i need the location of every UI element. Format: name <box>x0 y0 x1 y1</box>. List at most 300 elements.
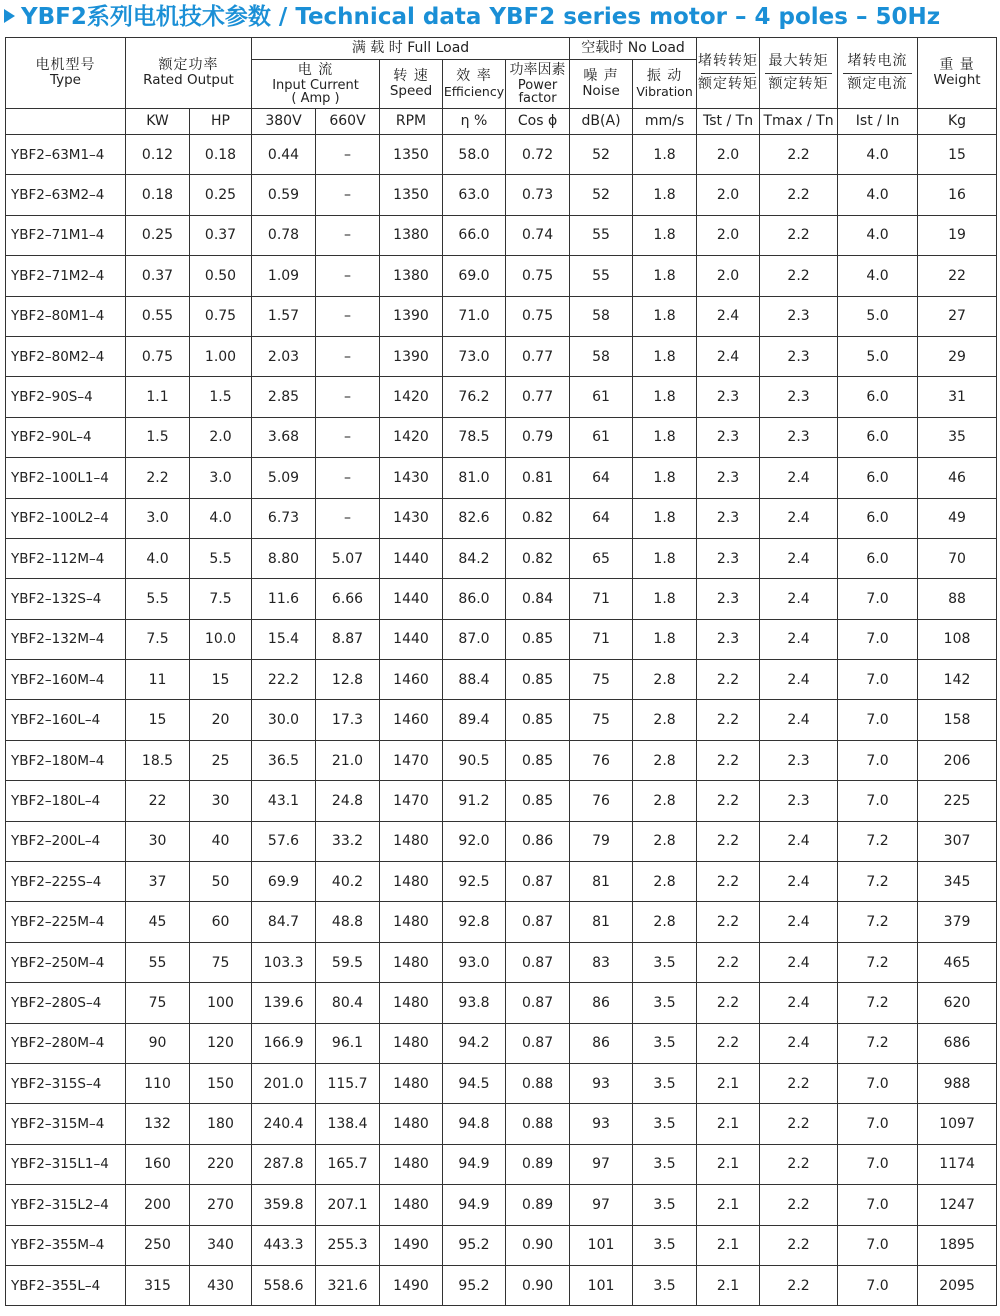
table-cell: 6.0 <box>838 538 918 578</box>
table-cell: 4.0 <box>190 498 252 538</box>
table-cell: 2.4 <box>760 498 838 538</box>
header-rated-en: Rated Output <box>143 72 234 89</box>
table-cell: 31 <box>918 377 997 417</box>
table-cell: 2.4 <box>760 700 838 740</box>
table-cell: 7.0 <box>838 1185 918 1225</box>
table-row <box>6 417 997 457</box>
table-cell: 2.1 <box>697 1144 760 1184</box>
table-cell: 0.85 <box>506 700 570 740</box>
table-cell: 2.4 <box>760 579 838 619</box>
unit-cell: dB(A) <box>570 109 633 135</box>
table-cell: 94.2 <box>443 1023 506 1063</box>
table-row <box>6 458 997 498</box>
table-cell: 0.87 <box>506 862 570 902</box>
table-cell: 1480 <box>380 1104 443 1144</box>
cell-type: YBF2–355L–4 <box>6 1265 126 1305</box>
table-cell: – <box>316 377 380 417</box>
table-cell: 6.0 <box>838 498 918 538</box>
table-cell: 3.5 <box>633 1104 697 1144</box>
table-cell: – <box>316 215 380 255</box>
table-cell: 1.09 <box>252 256 316 296</box>
table-cell: 2.4 <box>760 983 838 1023</box>
table-cell: 58 <box>570 296 633 336</box>
table-cell: 1480 <box>380 1023 443 1063</box>
cell-type: YBF2–71M2–4 <box>6 256 126 296</box>
table-cell: 465 <box>918 942 997 982</box>
table-cell: 270 <box>190 1185 252 1225</box>
table-cell: 2.2 <box>760 256 838 296</box>
table-cell: 1.5 <box>190 377 252 417</box>
table-cell: 46 <box>918 458 997 498</box>
table-cell: 95.2 <box>443 1265 506 1305</box>
table-cell: 250 <box>126 1225 190 1265</box>
table-cell: 2.2 <box>697 740 760 780</box>
table-cell: 40.2 <box>316 862 380 902</box>
table-cell: 0.87 <box>506 902 570 942</box>
table-cell: 2.2 <box>697 821 760 861</box>
table-row <box>6 498 997 538</box>
table-cell: 3.5 <box>633 1225 697 1265</box>
table-cell: 5.5 <box>190 538 252 578</box>
table-cell: 2.3 <box>760 336 838 376</box>
table-cell: 7.0 <box>838 1063 918 1103</box>
header-speed <box>380 60 443 109</box>
table-cell: 0.59 <box>252 175 316 215</box>
table-cell: 988 <box>918 1063 997 1103</box>
table-cell: 100 <box>190 983 252 1023</box>
table-cell: 3.5 <box>633 1144 697 1184</box>
table-cell: 75 <box>126 983 190 1023</box>
table-cell: 2.2 <box>697 1023 760 1063</box>
table-cell: 0.37 <box>190 215 252 255</box>
table-cell: 61 <box>570 417 633 457</box>
table-cell: 7.0 <box>838 700 918 740</box>
table-cell: 5.0 <box>838 296 918 336</box>
table-cell: 1.8 <box>633 377 697 417</box>
table-cell: 50 <box>190 862 252 902</box>
header-eff-zh: 效 率 <box>456 68 492 85</box>
table-cell: 1174 <box>918 1144 997 1184</box>
table-cell: 2.2 <box>760 1104 838 1144</box>
table-cell: 93.0 <box>443 942 506 982</box>
table-cell: 307 <box>918 821 997 861</box>
cell-type: YBF2–90L–4 <box>6 417 126 457</box>
table-cell: 87.0 <box>443 619 506 659</box>
table-cell: 36.5 <box>252 740 316 780</box>
header-power-factor <box>506 60 570 109</box>
table-cell: 8.87 <box>316 619 380 659</box>
table-cell: 200 <box>126 1185 190 1225</box>
table-row <box>6 619 997 659</box>
table-cell: 2.4 <box>760 458 838 498</box>
table-cell: 6.0 <box>838 458 918 498</box>
table-cell: 1.1 <box>126 377 190 417</box>
table-cell: 1480 <box>380 1185 443 1225</box>
table-cell: 88 <box>918 579 997 619</box>
table-cell: 0.85 <box>506 619 570 659</box>
header-rated-output <box>126 38 252 109</box>
table-cell: 0.78 <box>252 215 316 255</box>
page-title-text: YBF2系列电机技术参数 / Technical data YBF2 series motor – 4 poles – 50Hz <box>21 4 941 30</box>
table-cell: 2.3 <box>697 538 760 578</box>
table-cell: 220 <box>190 1144 252 1184</box>
cell-type: YBF2–225M–4 <box>6 902 126 942</box>
table-cell: 8.80 <box>252 538 316 578</box>
table-cell: 11.6 <box>252 579 316 619</box>
table-cell: 2.3 <box>760 417 838 457</box>
table-cell: 1380 <box>380 215 443 255</box>
cell-type: YBF2–112M–4 <box>6 538 126 578</box>
table-cell: 43.1 <box>252 781 316 821</box>
table-cell: 0.85 <box>506 781 570 821</box>
cell-type: YBF2–90S–4 <box>6 377 126 417</box>
table-cell: 1480 <box>380 821 443 861</box>
table-cell: 287.8 <box>252 1144 316 1184</box>
table-cell: 2.2 <box>760 215 838 255</box>
table-cell: 158 <box>918 700 997 740</box>
table-cell: 1460 <box>380 700 443 740</box>
table-cell: 90.5 <box>443 740 506 780</box>
table-cell: 5.5 <box>126 579 190 619</box>
table-cell: 2.4 <box>760 619 838 659</box>
table-cell: 4.0 <box>838 215 918 255</box>
cell-type: YBF2–315L1–4 <box>6 1144 126 1184</box>
cell-type: YBF2–355M–4 <box>6 1225 126 1265</box>
table-cell: 15 <box>126 700 190 740</box>
header-current-en: Input Current <box>272 77 359 93</box>
table-cell: 64 <box>570 498 633 538</box>
unit-cell: HP <box>190 109 252 135</box>
table-cell: 139.6 <box>252 983 316 1023</box>
table-cell: 52 <box>570 135 633 175</box>
table-cell: 359.8 <box>252 1185 316 1225</box>
table-cell: 430 <box>190 1265 252 1305</box>
table-cell: – <box>316 417 380 457</box>
table-cell: 35 <box>918 417 997 457</box>
table-cell: 1480 <box>380 1144 443 1184</box>
table-cell: 2.1 <box>697 1104 760 1144</box>
table-cell: 3.5 <box>633 983 697 1023</box>
table-cell: 0.87 <box>506 1023 570 1063</box>
table-cell: 0.87 <box>506 942 570 982</box>
table-cell: 7.5 <box>190 579 252 619</box>
header-pf-en2: factor <box>518 90 557 106</box>
table-cell: 2.0 <box>697 256 760 296</box>
table-cell: 2.3 <box>697 458 760 498</box>
unit-cell: Tmax / Tn <box>760 109 838 135</box>
header-efficiency <box>443 60 506 109</box>
table-cell: 2.0 <box>697 175 760 215</box>
table-cell: 558.6 <box>252 1265 316 1305</box>
unit-cell: RPM <box>380 109 443 135</box>
header-locked-torque <box>697 38 760 109</box>
cell-type: YBF2–100L2–4 <box>6 498 126 538</box>
table-cell: 2.2 <box>697 781 760 821</box>
unit-cell-type <box>6 109 126 135</box>
table-cell: 379 <box>918 902 997 942</box>
header-current-amp: ( Amp ) <box>291 90 340 106</box>
unit-cell: 380V <box>252 109 316 135</box>
table-cell: 2.8 <box>633 821 697 861</box>
header-locked-current-bottom: 额定电流 <box>847 75 908 92</box>
table-cell: – <box>316 498 380 538</box>
table-row <box>6 377 997 417</box>
header-input-current <box>252 60 380 109</box>
table-cell: 0.74 <box>506 215 570 255</box>
table-cell: 7.0 <box>838 1144 918 1184</box>
table-cell: 240.4 <box>252 1104 316 1144</box>
table-cell: 345 <box>918 862 997 902</box>
unit-cell: 660V <box>316 109 380 135</box>
table-cell: 92.0 <box>443 821 506 861</box>
table-cell: 0.82 <box>506 538 570 578</box>
units-row <box>6 109 997 135</box>
table-cell: 0.44 <box>252 135 316 175</box>
table-cell: 2.2 <box>760 1265 838 1305</box>
table-cell: 22.2 <box>252 660 316 700</box>
table-cell: 71 <box>570 619 633 659</box>
table-cell: 2.03 <box>252 336 316 376</box>
table-cell: 2.2 <box>126 458 190 498</box>
unit-cell: Tst / Tn <box>697 109 760 135</box>
table-cell: 15.4 <box>252 619 316 659</box>
table-cell: 83 <box>570 942 633 982</box>
cell-type: YBF2–280S–4 <box>6 983 126 1023</box>
table-cell: 22 <box>918 256 997 296</box>
table-cell: 64 <box>570 458 633 498</box>
table-cell: 30 <box>126 821 190 861</box>
table-cell: 88.4 <box>443 660 506 700</box>
table-cell: 2.8 <box>633 700 697 740</box>
table-cell: 93 <box>570 1063 633 1103</box>
table-cell: 19 <box>918 215 997 255</box>
header-rated-zh: 额定功率 <box>158 56 219 73</box>
table-cell: 40 <box>190 821 252 861</box>
table-cell: 1895 <box>918 1225 997 1265</box>
header-locked-current-top: 堵转电流 <box>847 53 908 70</box>
table-cell: 59.5 <box>316 942 380 982</box>
header-speed-zh: 转 速 <box>393 67 429 84</box>
table-row <box>6 1225 997 1265</box>
table-cell: 65 <box>570 538 633 578</box>
table-row <box>6 700 997 740</box>
header-pf-zh: 功率因素 <box>509 62 566 79</box>
table-cell: 1350 <box>380 135 443 175</box>
table-cell: 4.0 <box>838 175 918 215</box>
table-cell: 2.1 <box>697 1225 760 1265</box>
cell-type: YBF2–160M–4 <box>6 660 126 700</box>
table-cell: 84.7 <box>252 902 316 942</box>
table-cell: 2.8 <box>633 862 697 902</box>
table-cell: 21.0 <box>316 740 380 780</box>
table-cell: 1480 <box>380 942 443 982</box>
table-cell: 3.5 <box>633 1023 697 1063</box>
table-row <box>6 740 997 780</box>
table-cell: 5.0 <box>838 336 918 376</box>
table-cell: 2.2 <box>760 135 838 175</box>
table-cell: 1097 <box>918 1104 997 1144</box>
table-cell: 80.4 <box>316 983 380 1023</box>
header-max-torque-bottom: 额定转矩 <box>768 75 829 92</box>
header-locked-torque-bottom: 额定转矩 <box>698 75 759 92</box>
table-cell: 1490 <box>380 1265 443 1305</box>
table-row <box>6 579 997 619</box>
table-cell: 1430 <box>380 458 443 498</box>
technical-data-table <box>5 37 997 1306</box>
table-cell: 1.8 <box>633 256 697 296</box>
table-cell: 75 <box>190 942 252 982</box>
table-cell: 108 <box>918 619 997 659</box>
table-cell: 6.66 <box>316 579 380 619</box>
header-type-zh: 电机型号 <box>35 56 96 73</box>
header-type-en: Type <box>49 72 81 89</box>
table-cell: 7.0 <box>838 579 918 619</box>
table-row <box>6 862 997 902</box>
table-cell: 150 <box>190 1063 252 1103</box>
table-cell: 7.0 <box>838 740 918 780</box>
table-cell: 0.89 <box>506 1144 570 1184</box>
header-max-torque-top: 最大转矩 <box>768 53 829 70</box>
table-cell: 0.81 <box>506 458 570 498</box>
table-cell: 620 <box>918 983 997 1023</box>
table-cell: 2.2 <box>760 1144 838 1184</box>
table-cell: 1480 <box>380 1063 443 1103</box>
unit-cell: mm/s <box>633 109 697 135</box>
table-cell: 340 <box>190 1225 252 1265</box>
table-cell: 48.8 <box>316 902 380 942</box>
table-cell: 1420 <box>380 417 443 457</box>
table-cell: 0.84 <box>506 579 570 619</box>
table-cell: 82.6 <box>443 498 506 538</box>
header-weight-en: Weight <box>933 72 981 89</box>
table-cell: 1420 <box>380 377 443 417</box>
table-cell: 58 <box>570 336 633 376</box>
table-cell: 165.7 <box>316 1144 380 1184</box>
cell-type: YBF2–225S–4 <box>6 862 126 902</box>
table-cell: 6.0 <box>838 377 918 417</box>
table-cell: 15 <box>190 660 252 700</box>
table-cell: 2.4 <box>760 538 838 578</box>
table-cell: 1380 <box>380 256 443 296</box>
table-cell: 76 <box>570 740 633 780</box>
table-cell: 70 <box>918 538 997 578</box>
table-cell: 7.2 <box>838 983 918 1023</box>
table-cell: 79 <box>570 821 633 861</box>
table-cell: 101 <box>570 1265 633 1305</box>
table-cell: 2.3 <box>697 498 760 538</box>
table-cell: 95.2 <box>443 1225 506 1265</box>
table-row <box>6 942 997 982</box>
page-title <box>4 0 940 34</box>
header-speed-en: Speed <box>389 83 433 100</box>
header-noise <box>570 60 633 109</box>
cell-type: YBF2–315S–4 <box>6 1063 126 1103</box>
table-row <box>6 1144 997 1184</box>
table-cell: 686 <box>918 1023 997 1063</box>
table-cell: 3.0 <box>126 498 190 538</box>
table-cell: 7.2 <box>838 1023 918 1063</box>
table-cell: 1490 <box>380 1225 443 1265</box>
table-cell: 2.3 <box>760 296 838 336</box>
table-cell: 69.9 <box>252 862 316 902</box>
table-row <box>6 821 997 861</box>
table-header <box>6 38 997 135</box>
table-cell: 15 <box>918 135 997 175</box>
table-cell: 138.4 <box>316 1104 380 1144</box>
table-cell: 6.0 <box>838 417 918 457</box>
table-row <box>6 175 997 215</box>
table-cell: 315 <box>126 1265 190 1305</box>
table-cell: 22 <box>126 781 190 821</box>
table-cell: 0.72 <box>506 135 570 175</box>
table-row <box>6 1185 997 1225</box>
table-cell: 2.85 <box>252 377 316 417</box>
table-cell: 0.50 <box>190 256 252 296</box>
table-cell: 2.3 <box>697 619 760 659</box>
table-cell: 2.4 <box>760 821 838 861</box>
table-cell: 1470 <box>380 781 443 821</box>
table-cell: 49 <box>918 498 997 538</box>
header-vibration <box>633 60 697 109</box>
table-cell: 37 <box>126 862 190 902</box>
divider <box>765 73 833 74</box>
table-row <box>6 296 997 336</box>
table-cell: 1440 <box>380 538 443 578</box>
table-cell: 12.8 <box>316 660 380 700</box>
table-cell: 0.37 <box>126 256 190 296</box>
table-cell: 1430 <box>380 498 443 538</box>
table-cell: 1.8 <box>633 579 697 619</box>
table-cell: 86 <box>570 983 633 1023</box>
header-type <box>6 38 126 109</box>
table-cell: 1.8 <box>633 619 697 659</box>
table-cell: 0.55 <box>126 296 190 336</box>
table-cell: 2.3 <box>697 417 760 457</box>
table-cell: 1.00 <box>190 336 252 376</box>
table-cell: 0.75 <box>506 296 570 336</box>
table-cell: 1460 <box>380 660 443 700</box>
table-cell: 115.7 <box>316 1063 380 1103</box>
table-cell: 96.1 <box>316 1023 380 1063</box>
header-noise-zh: 噪 声 <box>583 67 619 84</box>
unit-cell: Cos ϕ <box>506 109 570 135</box>
table-cell: 6.73 <box>252 498 316 538</box>
table-cell: 93 <box>570 1104 633 1144</box>
table-cell: 1480 <box>380 983 443 1023</box>
table-cell: 0.12 <box>126 135 190 175</box>
table-cell: 2.4 <box>760 660 838 700</box>
table-cell: – <box>316 336 380 376</box>
table-cell: 5.07 <box>316 538 380 578</box>
header-vib-zh: 振 动 <box>646 68 683 85</box>
table-cell: 0.90 <box>506 1225 570 1265</box>
table-row <box>6 135 997 175</box>
header-full-load: 满 载 时 Full Load <box>252 38 570 60</box>
table-cell: 2.2 <box>697 902 760 942</box>
cell-type: YBF2–80M1–4 <box>6 296 126 336</box>
table-cell: 1470 <box>380 740 443 780</box>
table-cell: 7.5 <box>126 619 190 659</box>
table-cell: 2.3 <box>697 579 760 619</box>
table-cell: 101 <box>570 1225 633 1265</box>
table-cell: 7.0 <box>838 660 918 700</box>
table-row <box>6 538 997 578</box>
table-cell: 2.2 <box>697 862 760 902</box>
table-cell: 81 <box>570 862 633 902</box>
table-cell: 3.0 <box>190 458 252 498</box>
table-row <box>6 781 997 821</box>
table-cell: 69.0 <box>443 256 506 296</box>
